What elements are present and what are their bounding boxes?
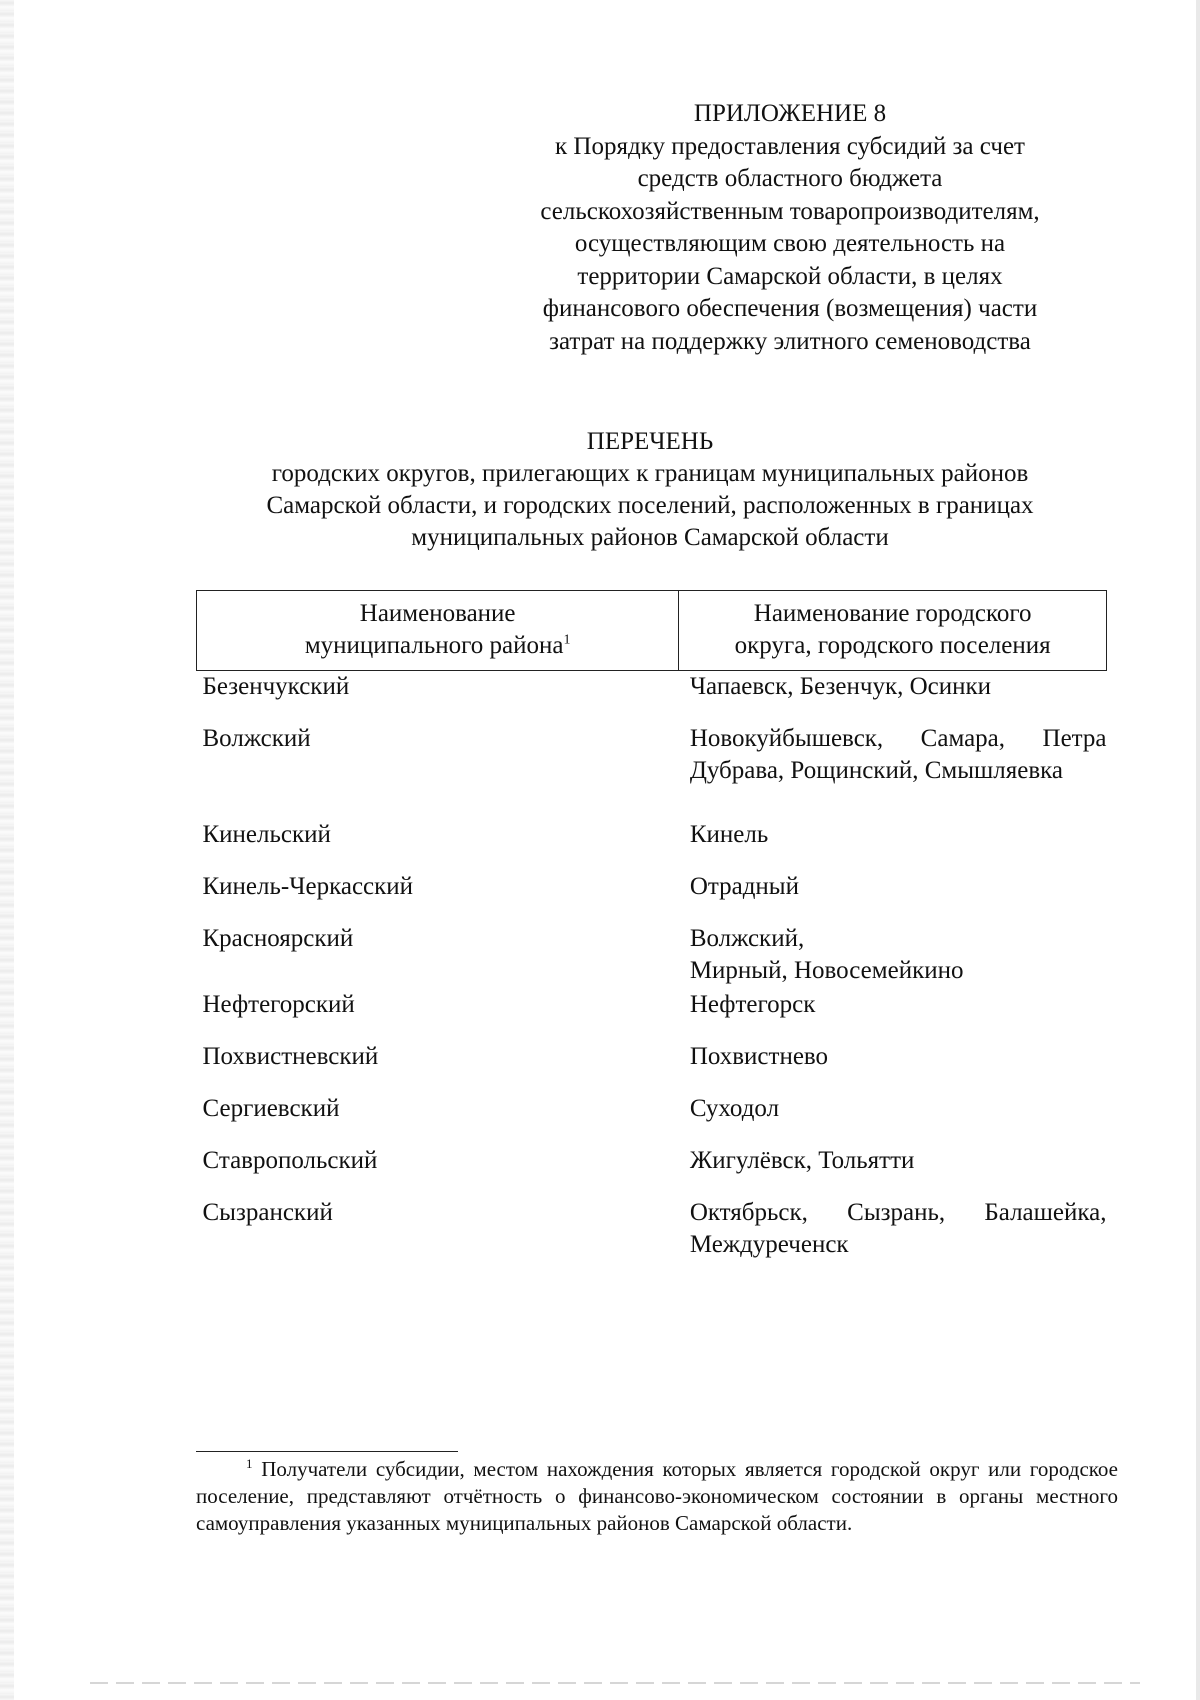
settlement-names <box>679 923 1107 989</box>
district-name: Кинельский <box>202 821 331 848</box>
appendix-header <box>500 98 1080 358</box>
table-row <box>197 1197 1107 1263</box>
list-subtitle-line: Самарской области, и городских поселений, расположенных в границах <box>266 492 1034 519</box>
footnote <box>196 1456 1118 1537</box>
table-row <box>197 671 1107 724</box>
table-header-row <box>197 591 1107 671</box>
footnote-divider <box>196 1451 458 1452</box>
list-subtitle-line: городских округов, прилегающих к границам муниципальных районов <box>271 460 1029 487</box>
district-name: Сергиевский <box>202 1095 340 1122</box>
settlement-names: Суходол <box>689 1095 780 1122</box>
scan-edge-bottom <box>90 1682 1140 1684</box>
appendix-line: к Порядку предоставления субсидий за счет <box>555 132 1025 160</box>
table-row <box>197 819 1107 871</box>
header-district-line2 <box>205 630 670 662</box>
scan-edge-left <box>0 0 14 1700</box>
header-district-text: муниципального района <box>304 631 564 659</box>
header-settlement-line1: Наименование городского <box>753 599 1032 627</box>
footnote-marker: 1 <box>246 1456 253 1471</box>
settlement-names: Жигулёвск, Тольятти <box>689 1147 915 1174</box>
settlement-names: Октябрьск, Сызрань, Балашейка, Междуреченск <box>689 1199 1107 1258</box>
table-row <box>197 871 1107 923</box>
settlement-names: Похвистнево <box>689 1043 829 1070</box>
settlement-line: Мирный, Новосемейкино <box>689 957 964 984</box>
district-name: Волжский <box>202 725 311 752</box>
header-district-line1: Наименование <box>359 599 516 627</box>
districts-table <box>196 590 1107 1263</box>
settlement-names: Чапаевск, Безенчук, Осинки <box>689 673 992 700</box>
footnote-ref: 1 <box>563 632 571 648</box>
appendix-line: территории Самарской области, в целях <box>577 262 1003 290</box>
table-row <box>197 1093 1107 1145</box>
appendix-title: ПРИЛОЖЕНИЕ 8 <box>693 100 887 127</box>
district-name: Ставропольский <box>202 1147 378 1174</box>
settlement-names: Нефтегорск <box>689 991 816 1018</box>
district-name: Сызранский <box>202 1199 333 1226</box>
table-row <box>197 1041 1107 1093</box>
settlement-line: Волжский, <box>689 925 805 952</box>
district-name: Кинель-Черкасский <box>202 873 414 900</box>
settlement-names: Новокуйбышевск, Самара, Петра Дубрава, Рощинский, Смышляевка <box>689 725 1107 784</box>
list-title: ПЕРЕЧЕНЬ <box>586 428 714 455</box>
appendix-line: осуществляющим свою деятельность на <box>574 230 1006 257</box>
header-settlement <box>679 591 1107 671</box>
district-name: Безенчукский <box>202 673 350 700</box>
district-name: Нефтегорский <box>202 991 355 1018</box>
appendix-line: сельскохозяйственным товаропроизводителям, <box>540 197 1040 225</box>
table-row <box>197 989 1107 1041</box>
list-heading <box>150 426 1150 554</box>
footnote-text: Получатели субсидии, местом нахождения которых является городской округ или городское поселение, представляют отчётность о финансово-экономическом состоянии в органы местного самоуправления указанных муниципальных районов Самарской области. <box>196 1457 1118 1535</box>
list-subtitle-line: муниципальных районов Самарской области <box>411 524 889 551</box>
appendix-line: средств областного бюджета <box>637 165 943 192</box>
table-row <box>197 1145 1107 1197</box>
district-name: Похвистневский <box>202 1043 379 1070</box>
appendix-line: затрат на поддержку элитного семеноводства <box>549 327 1031 355</box>
appendix-line: финансового обеспечения (возмещения) части <box>542 295 1038 322</box>
table-row <box>197 923 1107 989</box>
district-name: Красноярский <box>202 925 354 952</box>
settlement-names: Кинель <box>689 821 769 848</box>
scan-edge-right <box>1196 0 1200 1700</box>
settlement-names: Отрадный <box>689 873 799 900</box>
footnote-indent <box>196 1457 246 1481</box>
header-settlement-line2: округа, городского поселения <box>734 631 1051 659</box>
header-district <box>197 591 679 671</box>
table-row <box>197 723 1107 819</box>
